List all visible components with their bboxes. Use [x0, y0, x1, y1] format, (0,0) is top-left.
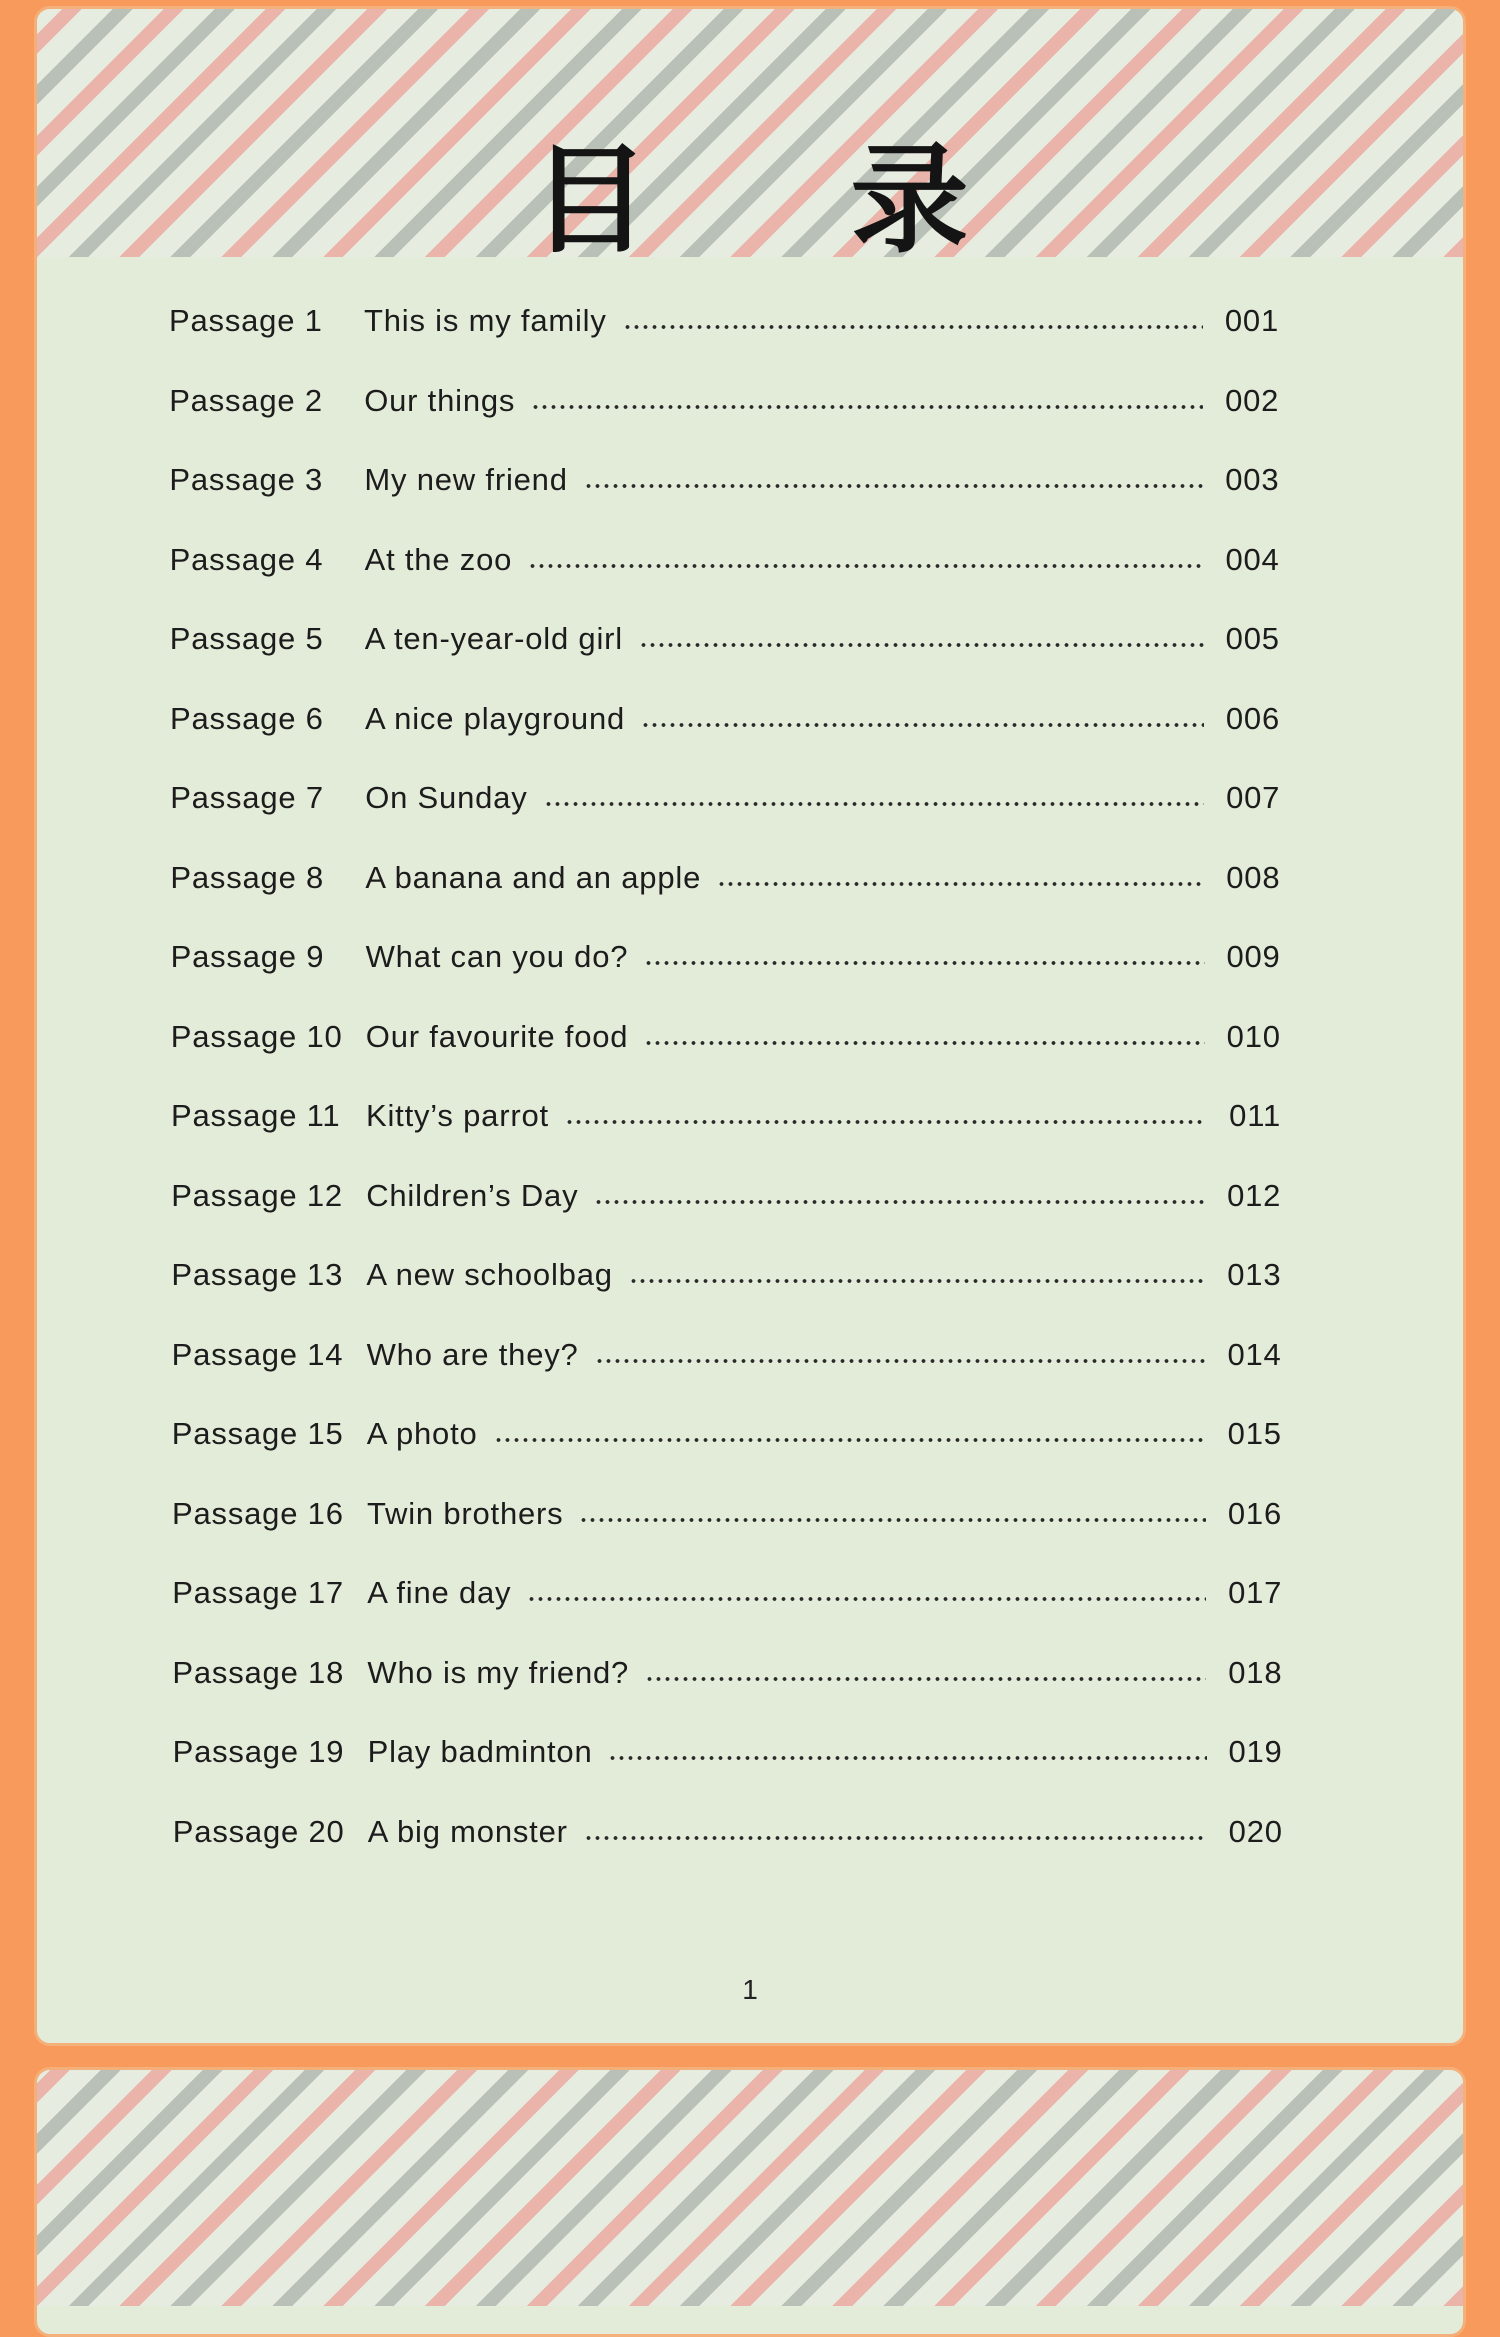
passage-number: Passage 8 [170, 859, 325, 895]
passage-number: Passage 3 [169, 462, 324, 497]
passage-title: At the zoo [364, 541, 513, 577]
passage-number: Passage 18 [172, 1654, 345, 1690]
passage-title: My new friend [364, 462, 568, 497]
passage-number: Passage 5 [169, 621, 324, 656]
passage-number: Passage 14 [171, 1336, 344, 1372]
page-reference: 015 [1227, 1416, 1282, 1451]
page-reference: 005 [1225, 621, 1280, 656]
dot-leader [528, 563, 1203, 569]
page-reference: 003 [1225, 462, 1280, 497]
passage-title: This is my family [364, 303, 607, 338]
passage-title: On Sunday [365, 780, 528, 815]
toc-entry[interactable] [172, 1323, 1282, 1373]
page-reference: 017 [1228, 1575, 1283, 1610]
dot-leader [584, 483, 1204, 489]
page-reference: 008 [1226, 859, 1281, 895]
page-reference: 004 [1225, 541, 1280, 577]
toc-entry[interactable] [170, 687, 1280, 737]
striped-header-band [37, 2070, 1463, 2306]
passage-title: Twin brothers [367, 1495, 564, 1531]
toc-entry[interactable] [173, 1720, 1283, 1770]
dot-leader [544, 801, 1205, 807]
passage-title: Play badminton [367, 1734, 593, 1769]
toc-entry[interactable] [171, 1005, 1281, 1055]
dot-leader [584, 1835, 1207, 1841]
passage-number: Passage 9 [170, 939, 325, 974]
toc-entry[interactable] [173, 1800, 1283, 1850]
passage-number: Passage 2 [169, 382, 323, 418]
passage-number: Passage 11 [171, 1098, 341, 1133]
toc-entry[interactable] [170, 607, 1280, 657]
passage-title: Children’s Day [366, 1177, 579, 1213]
dot-leader [639, 642, 1204, 648]
dot-leader [641, 722, 1204, 728]
page-reference: 016 [1227, 1495, 1282, 1531]
passage-number: Passage 1 [169, 303, 323, 338]
passage-number: Passage 12 [171, 1177, 343, 1213]
page-reference: 011 [1229, 1098, 1281, 1133]
passage-title: A banana and an apple [365, 859, 702, 895]
toc-entry[interactable] [171, 1243, 1281, 1293]
dot-leader [494, 1437, 1206, 1443]
toc-entry[interactable] [172, 1561, 1282, 1611]
dot-leader [644, 960, 1204, 966]
passage-title: A ten-year-old girl [364, 621, 623, 656]
page-number: 1 [742, 1974, 758, 2005]
dot-leader [594, 1199, 1205, 1205]
toc-entry[interactable] [170, 846, 1280, 896]
page-reference: 013 [1227, 1257, 1282, 1292]
dot-leader [644, 1040, 1204, 1046]
dot-leader [717, 881, 1204, 887]
page-reference: 012 [1227, 1177, 1282, 1213]
passage-number: Passage 6 [170, 700, 324, 736]
page-reference: 009 [1226, 939, 1281, 974]
toc-entry[interactable] [171, 925, 1281, 975]
passage-title: Who is my friend? [367, 1654, 630, 1690]
dot-leader [531, 404, 1203, 410]
passage-title: A fine day [367, 1575, 512, 1610]
toc-entry[interactable] [171, 1084, 1281, 1134]
passage-title: Kitty’s parrot [366, 1098, 549, 1133]
passage-title: A new schoolbag [366, 1257, 613, 1292]
dot-leader [595, 1358, 1206, 1364]
dot-leader [579, 1517, 1206, 1523]
passage-title: What can you do? [365, 939, 629, 974]
page-reference: 010 [1226, 1018, 1281, 1054]
passage-title: A photo [366, 1416, 478, 1451]
passage-number: Passage 20 [172, 1813, 345, 1849]
passage-number: Passage 13 [171, 1257, 344, 1292]
passage-title: Who are they? [366, 1336, 579, 1372]
page-reference: 001 [1224, 303, 1279, 338]
contents-page [34, 6, 1466, 2046]
passage-number: Passage 19 [172, 1734, 345, 1769]
page-title: 目 录 [531, 131, 1049, 269]
passage-number: Passage 15 [171, 1416, 344, 1451]
page-reference: 007 [1226, 780, 1281, 815]
toc-entry[interactable] [171, 1164, 1281, 1214]
dot-leader [608, 1755, 1206, 1761]
passage-number: Passage 10 [170, 1018, 343, 1054]
toc-entry[interactable] [169, 448, 1279, 498]
toc-entry[interactable] [170, 766, 1280, 816]
passage-title: A nice playground [365, 700, 626, 736]
table-of-contents [37, 9, 1463, 2043]
toc-entry[interactable] [172, 1482, 1282, 1532]
toc-entry[interactable] [172, 1641, 1282, 1691]
page-reference: 014 [1227, 1336, 1282, 1372]
page-reference: 020 [1228, 1813, 1283, 1849]
passage-title: Our favourite food [365, 1018, 629, 1054]
dot-leader [527, 1596, 1206, 1602]
page-reference: 018 [1228, 1654, 1283, 1690]
dot-leader [565, 1119, 1205, 1125]
toc-entry[interactable] [169, 289, 1279, 339]
toc-entry[interactable] [169, 369, 1279, 419]
next-page-preview [34, 2067, 1466, 2337]
dot-leader [645, 1676, 1206, 1682]
passage-number: Passage 16 [172, 1495, 344, 1531]
toc-entry[interactable] [170, 528, 1280, 578]
passage-title: Our things [364, 382, 516, 418]
dot-leader [629, 1278, 1206, 1284]
dot-leader [623, 324, 1203, 330]
page-reference: 006 [1225, 700, 1280, 736]
toc-entry[interactable] [172, 1402, 1282, 1452]
passage-number: Passage 4 [169, 541, 324, 577]
page-reference: 002 [1225, 382, 1280, 418]
passage-title: A big monster [367, 1813, 568, 1849]
passage-number: Passage 7 [170, 780, 324, 815]
page-reference: 019 [1228, 1734, 1283, 1769]
passage-number: Passage 17 [172, 1575, 344, 1610]
